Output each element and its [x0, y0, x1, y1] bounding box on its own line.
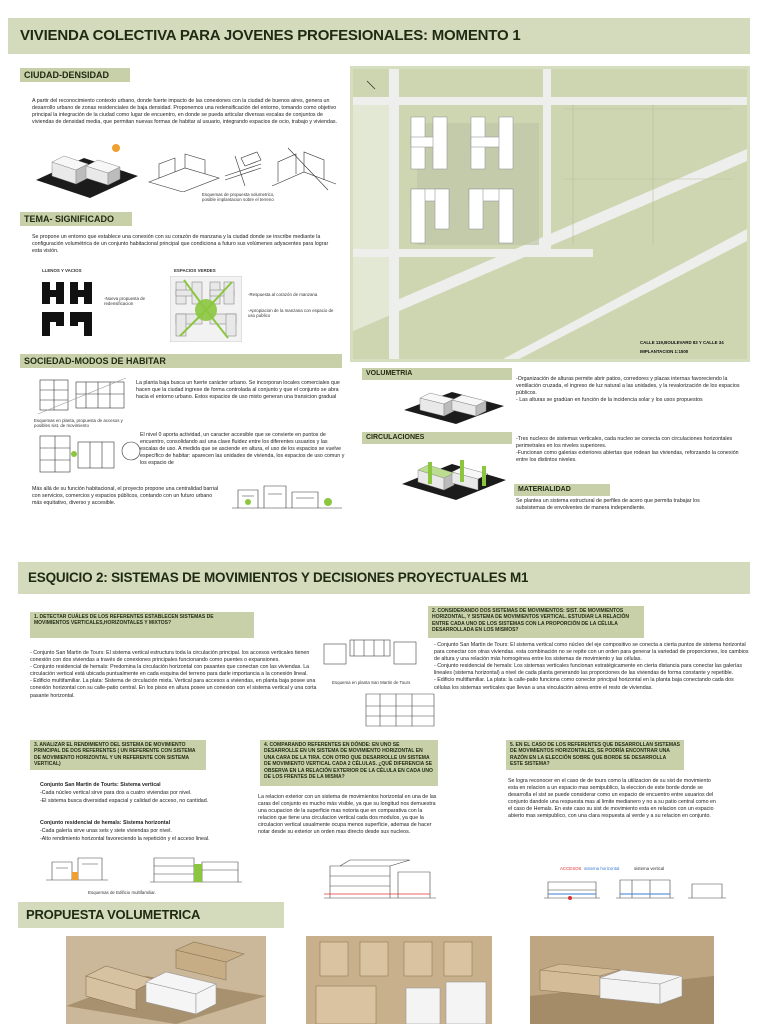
materialidad-text: Se plantea un sistema estructural de perfiles de acero que permita trabajar los subsistemas de envolventes de manera independiente. — [516, 498, 700, 512]
circulaciones-text: -Tres nucleos de sistemas verticales, cada nucleo se conecta con circulaciones horizontales perimetrales en los niveles superiores. -Funcionan como galerias exteriores abiertas que rodean las viviendas, reforzando la conexión entre los distintos niveles. — [516, 436, 739, 464]
q3-caption: Esquemas de Edificio multifamiliar. — [88, 890, 156, 895]
section-label-circulaciones: CIRCULACIONES — [362, 432, 512, 444]
esquicio-title: ESQUICIO 2: SISTEMAS DE MOVIMIENTOS Y DECISIONES PROYECTUALES M1 — [28, 570, 529, 585]
q4-text: La relacion exterior con un sistema de movimientos horizontal en una de las caras del conjunto es mucho más visible, ya que su longitud nos demuestra una ocupacion de la superficie mas notoria que en comparativa con la relacion que tiene una circulacion vertical cada dos modulos, ya que la circulacion vertical usualmente ocupa menos superficie, ademas de hacer notar desde su exterior un orden mas directo desde sus nucleos. — [258, 794, 437, 836]
q3-line-1b: -El sistema busca diversidad espacial y calidad de acceso, no cantidad. — [40, 798, 209, 804]
q1-caption: Esquema en planta San Martin de Tours — [332, 680, 411, 685]
q5-text: Se logra reconocer en el caso de de tours como la utilizacion de su sist de movimiento esta en relacion a un espacio mas semipublico, la eleccion de este borde donde se desarrolla el sist se puede considerar como un espacio de encuentro entre usuarios del conjunto dandole una respuesta mas al limite medianero y no a su patio central como en el caso de Hemals. En este caso su sist de movimiento esta en relacion con un espacio abierto mas semipublico, con una clara respuesta al verde y a su relacion en conjunto. — [508, 778, 716, 820]
llenos-caption: -Nueva propuesta de redensificacion — [104, 296, 146, 307]
sociedad-text-2: El nivel 0 aporta actividad, un caracter accesible que se convierte en puntos de encuentro, consolidando así una clave fluidez entre los diferentes usuarios y las escalas de uso. A medida que se asciende en altura, el uso de los espacios se vuelve específico de habitar: aparecen las unidades de vivienda, los espacios de uso comun y los espacio de — [140, 432, 345, 467]
q1-text: - Conjunto San Martin de Tours: El sistema vertical estructura toda la circulación principal. los accesos verticales tienen conexión con dos viviendas a través de conexiones principales funcionando como puentes o expansiones. - Conjunto residencial de hemals: Predomina la circulación horizontal con pasantes que conectan con las viviendas. La circulación vertical está ubicada puntualmente en cada esquina del terreno para darle importancia a la conexión lineal. - Edificio multifamiliar. La plata: Sistema de circulación mixta. Vertical para accesos a viviendas, en planta baja posee una conexión horizontal con su calle-patio central. En los pisos en altura posee un conexion con el sistema vertical y una corta pasante horizontal. — [30, 650, 317, 699]
model-photo-3 — [530, 936, 714, 1024]
espacios-title: ESPACIOS VERDES — [174, 268, 216, 273]
legend-sist-horizontal: sistema horizontal — [584, 866, 620, 871]
map-scale: IMPLANTACION 1:1500 — [640, 349, 689, 354]
llenos-title: LLENOS Y VACIOS — [42, 268, 82, 273]
sketch-q3-1 — [42, 852, 112, 886]
site-map — [350, 66, 750, 362]
plan-sketch-sociedad — [36, 376, 128, 416]
model-photo-2 — [306, 936, 492, 1024]
volumetric-sketch-ciudad — [30, 140, 142, 200]
section-label-ciudad: CIUDAD-DENSIDAD — [20, 68, 130, 82]
site-map-drawing — [353, 69, 747, 359]
tema-text: Se propone un entorno que establece una conexión con su corazón de manzana y la ciudad donde se inscribe mediante la configuración volumétrica de un conjunto habitacional principal que condiciona a futuro sus volúmenes adyacentes para lograr esta visión. — [32, 234, 329, 255]
plan-sketch-q1-2 — [360, 688, 440, 732]
ciudad-caption: Esquemas de propuesta volumetrico, posible implantacion sobre el terreno — [202, 192, 275, 203]
section-label-materialidad: MATERIALIDAD — [514, 484, 610, 496]
section-label-tema: TEMA- SIGNIFICADO — [20, 212, 132, 226]
question-2: 2. CONSIDERANDO DOS SISTEMAS DE MOVIMIENTOS: SIST. DE MOVIMIENTOS HORIZONTAL, Y SISTEMA DE MOVIMIENTOS VERTICAL. ESTUDIAR LA RELACIÓN ENTRE CADA UNO DE LOS SISTEMAS CON LA PROPORCIÓN DE LA CÉLULA DESARROLLADA EN LOS MISMOS? — [428, 606, 644, 638]
q3-heading-1: Conjunto San Martin de Tourts: Sistema vertical — [40, 782, 161, 788]
question-1: 1. DETECTAR CUÁLES DE LOS REFERENTES ESTABLECEN SISTEMAS DE MOVIMIENTOS VERTICALES,HORIZONTALES Y MIXTOS? — [30, 612, 254, 638]
sociedad-caption: Esquemas en planta, propuesta de accesos y posibles sist. de movimiento — [34, 418, 123, 429]
section-sketch-sociedad — [228, 482, 346, 514]
sketch-q5 — [540, 874, 730, 904]
model-photo-1 — [66, 936, 266, 1024]
sociedad-text-3: Más allá de su función habitacional, el proyecto propone una centralidad barrial con servicios, comercios y espacios públicos, contando con un futuro urbano más equitativo, diverso y accesible. — [32, 486, 219, 507]
q2-text: - Conjunto San Martin de Tours: El sistema vertical como núcleo del eje compositivo se conecta a cierta puntos de sistema horizontal para conectar con otras viviendas. esta combinación no se repite con un orden para generar la variedad de proporciones, los cambios de altura y una relación más homogénea entre los sistemas de movimiento y las células. - Conjunto residencial de hemals: Los sistemas verticales funcionan estratégicamente en cierta distancia para conectar las galerías lineales (sistema horizontal) a nivel de cada planta generando las proporciones de las viviendas de forma constante y repetible. - Edificio multifamiliar. La plata: la calle-patio funciona como conector principal horizontal en la planta baja conectando cada dos células los sistemas verticales que llevan a una vinculación aérea entre el resto de viviendas. — [434, 642, 749, 691]
question-3: 3. ANALIZAR EL RENDIMIENTO DEL SISTEMA DE MOVIMIENTO PRINCIPAL DE DOS REFERENTES ( UN REFERENTE CON SISTEMA DE MOVIMIENTO HORIZONTAL Y UN REFERENTE CON SISTEMA VERTICAL) — [30, 740, 206, 770]
section-label-sociedad: SOCIEDAD-MODOS DE HABITAR — [20, 354, 342, 368]
circulaciones-model — [398, 448, 510, 502]
legend-sist-vertical: sistema vertical — [634, 866, 665, 871]
llenos-vacios-diagram — [38, 278, 98, 340]
sociedad-text-1: La planta baja busca un fuerte carácter urbano. Se incorporan locales comerciales que hacen que la ciudad ingrese de forma controlada al conjunto y que el conjunto se abra hacia el entorno urbano. Estos espacios de uso mixto generan una transicion gradual — [136, 380, 340, 401]
q3-line-1a: -Cada núcleo vertical sirve para dos a cuatro viviendas por nivel. — [40, 790, 192, 796]
question-5: 5. EN EL CASO DE LOS REFERENTES QUE DESARROLLAN SISTEMAS DE MOVIMIENTOS HORIZONTALES, SE PODRÍA ENCONTRAR UNA RAZÓN EN LA ELECCIÓN SOBRE QUE BORDE SE DESARROLLA ESTE SISTEMA? — [506, 740, 684, 770]
map-address: CALLE 119,BOULEVARD 83 Y CALLE 34 — [640, 340, 724, 345]
propuesta-title: PROPUESTA VOLUMETRICA — [26, 907, 201, 922]
hand-sketch-ciudad — [145, 146, 265, 192]
espacios-caption-1: -Respuesta al corazón de manzana — [248, 292, 318, 297]
legend-accesos: ACCESOS — [560, 866, 582, 871]
volumetria-text: -Organización de alturas permite abrir patios, corredores y plazas internas favoreciendo la ventilación cruzada, el ingreso de luz natural a las unidades, y la revalorización de los espacios públicos. - Las alturas se gradúan en función de la incidencia solar y los usos propuestos — [516, 376, 740, 404]
hand-sketch-ciudad-2 — [268, 142, 340, 194]
page-title: VIVIENDA COLECTIVA PARA JOVENES PROFESIONALES: MOMENTO 1 — [20, 27, 521, 44]
q3-line-2b: -Alto rendimiento horizontal favoreciendo la repetición y el acceso lineal. — [40, 836, 210, 842]
ciudad-text: A partir del reconocimiento contexto urbano, donde fuerte impacto de las conexiones con la ciudad de buenos aires, genera un desarrollo urbano de zonas residenciales de baja densidad. Proponemos una redensificación del entorno, tomando como objetivo principal la integración de la ciudad como lugar de encuentro, en donde se pueda articular diversas escalas de conjuntos de viviendas de densidad media, que permitan nuevas formas de habitar al usuario, integrando espacios de ocio, trabajo y viviendas. — [32, 98, 338, 126]
q3-heading-2: Conjunto residencial de hemals: Sistema horizontal — [40, 820, 171, 826]
sketch-q3-2 — [146, 852, 246, 886]
espacios-verdes-diagram — [170, 276, 242, 342]
circle-sketch-sociedad — [120, 440, 142, 462]
volumetria-model — [400, 380, 508, 426]
sketch-q4 — [320, 858, 440, 904]
plan-sketch-sociedad-2 — [30, 432, 120, 478]
q3-line-2a: -Cada galería sirve unas seis y siete viviendas por nivel. — [40, 828, 172, 834]
section-label-volumetria: VOLUMETRIA — [362, 368, 512, 380]
espacios-caption-2: -Apropiacion de la manzana con espacio de uso publico — [248, 308, 334, 319]
question-4: 4. COMPARANDO REFERENTES EN DÓNDE: EN UNO SE DESARROLLE EN UN SISTEMA DE MOVIMIENTO HORIZONTAL EN UNA CARA DE LA TIRA. CON OTRO QUE DESARROLLE UN SISTEMA DE MOVIMIENTO VERTICAL CADA 2 CÉLULAS. ¿QUÉ DIFERENCIA SE OBSERVA EN LA RELACIÓN EXTERIOR DE LA CÉLULA EN CADA UNO DE LOS FRENTES DE LA MISMA? — [260, 740, 438, 786]
